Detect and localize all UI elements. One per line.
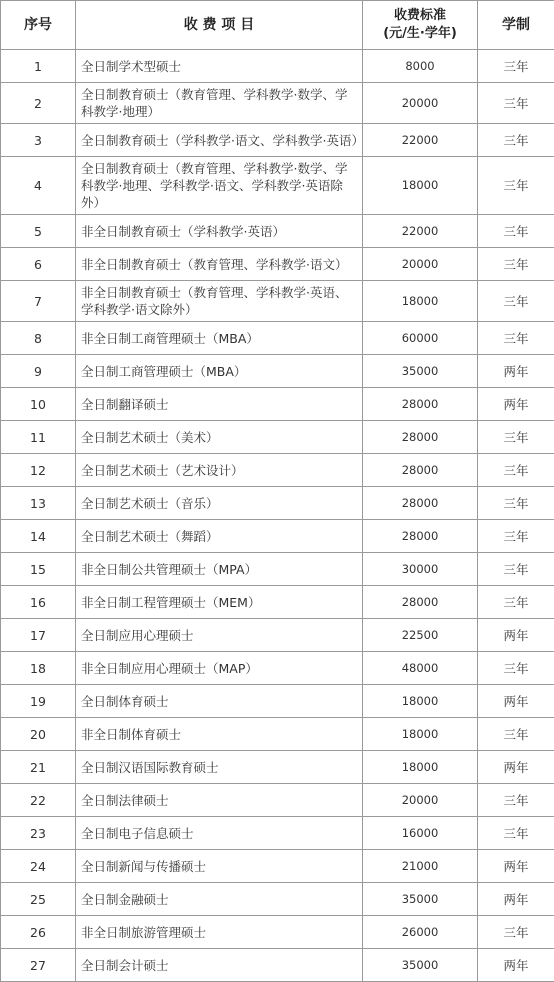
header-fee-line2: (元/生·学年) xyxy=(363,25,477,43)
table-row xyxy=(1,850,554,883)
row-years: 三年 xyxy=(478,916,554,949)
row-fee: 48000 xyxy=(363,652,478,685)
row-fee: 28000 xyxy=(363,454,478,487)
row-number: 23 xyxy=(1,817,76,850)
row-years: 三年 xyxy=(478,718,554,751)
row-number: 6 xyxy=(1,248,76,281)
row-number: 5 xyxy=(1,215,76,248)
row-fee: 20000 xyxy=(363,784,478,817)
row-fee: 20000 xyxy=(363,83,478,124)
row-item: 非全日制公共管理硕士（MPA） xyxy=(76,553,363,586)
row-fee: 35000 xyxy=(363,355,478,388)
row-fee: 35000 xyxy=(363,883,478,916)
row-item: 全日制教育硕士（教育管理、学科教学·数学、学科教学·地理、学科教学·语文、学科教学·英语除外） xyxy=(76,157,363,215)
row-number: 7 xyxy=(1,281,76,322)
row-item: 非全日制教育硕士（学科教学·英语） xyxy=(76,215,363,248)
row-number: 24 xyxy=(1,850,76,883)
table-row xyxy=(1,883,554,916)
row-years: 两年 xyxy=(478,883,554,916)
row-item: 全日制艺术硕士（舞蹈） xyxy=(76,520,363,553)
row-item: 全日制学术型硕士 xyxy=(76,50,363,83)
row-number: 3 xyxy=(1,124,76,157)
table-row xyxy=(1,784,554,817)
row-fee: 28000 xyxy=(363,586,478,619)
row-item: 全日制汉语国际教育硕士 xyxy=(76,751,363,784)
header-fee-line1: 收费标准 xyxy=(363,7,477,25)
row-item: 全日制电子信息硕士 xyxy=(76,817,363,850)
row-fee: 20000 xyxy=(363,248,478,281)
row-years: 三年 xyxy=(478,215,554,248)
row-item: 全日制教育硕士（学科教学·语文、学科教学·英语） xyxy=(76,124,363,157)
row-number: 19 xyxy=(1,685,76,718)
row-item: 非全日制应用心理硕士（MAP） xyxy=(76,652,363,685)
row-number: 26 xyxy=(1,916,76,949)
row-fee: 8000 xyxy=(363,50,478,83)
row-years: 三年 xyxy=(478,553,554,586)
row-years: 三年 xyxy=(478,454,554,487)
table-row xyxy=(1,248,554,281)
row-item: 全日制法律硕士 xyxy=(76,784,363,817)
row-fee: 22500 xyxy=(363,619,478,652)
row-item: 全日制艺术硕士（音乐） xyxy=(76,487,363,520)
row-fee: 18000 xyxy=(363,157,478,215)
row-number: 14 xyxy=(1,520,76,553)
table-row xyxy=(1,487,554,520)
header-item: 收 费 项 目 xyxy=(76,1,363,50)
row-years: 三年 xyxy=(478,281,554,322)
row-item: 非全日制体育硕士 xyxy=(76,718,363,751)
row-number: 27 xyxy=(1,949,76,982)
header-fee xyxy=(363,1,478,50)
row-years: 三年 xyxy=(478,487,554,520)
row-years: 三年 xyxy=(478,157,554,215)
row-item: 非全日制教育硕士（教育管理、学科教学·英语、学科教学·语文除外） xyxy=(76,281,363,322)
row-number: 12 xyxy=(1,454,76,487)
row-number: 8 xyxy=(1,322,76,355)
row-years: 三年 xyxy=(478,421,554,454)
row-fee: 22000 xyxy=(363,215,478,248)
table-row xyxy=(1,281,554,322)
table-row xyxy=(1,718,554,751)
row-fee: 16000 xyxy=(363,817,478,850)
row-number: 1 xyxy=(1,50,76,83)
row-fee: 18000 xyxy=(363,281,478,322)
table-row xyxy=(1,916,554,949)
row-item: 全日制翻译硕士 xyxy=(76,388,363,421)
row-fee: 35000 xyxy=(363,949,478,982)
row-years: 两年 xyxy=(478,685,554,718)
header-years: 学制 xyxy=(478,1,554,50)
table-row xyxy=(1,751,554,784)
row-number: 9 xyxy=(1,355,76,388)
row-years: 三年 xyxy=(478,652,554,685)
table-row xyxy=(1,586,554,619)
row-years: 两年 xyxy=(478,850,554,883)
row-years: 两年 xyxy=(478,388,554,421)
table-body xyxy=(1,50,554,982)
row-item: 全日制应用心理硕士 xyxy=(76,619,363,652)
row-item: 非全日制工程管理硕士（MEM） xyxy=(76,586,363,619)
table-row xyxy=(1,322,554,355)
row-number: 16 xyxy=(1,586,76,619)
table-row xyxy=(1,421,554,454)
table-row xyxy=(1,215,554,248)
row-fee: 28000 xyxy=(363,388,478,421)
row-fee: 18000 xyxy=(363,718,478,751)
row-item: 全日制新闻与传播硕士 xyxy=(76,850,363,883)
row-fee: 30000 xyxy=(363,553,478,586)
table-row xyxy=(1,83,554,124)
row-years: 三年 xyxy=(478,817,554,850)
row-fee: 21000 xyxy=(363,850,478,883)
row-item: 全日制教育硕士（教育管理、学科教学·数学、学科教学·地理） xyxy=(76,83,363,124)
row-item: 全日制会计硕士 xyxy=(76,949,363,982)
row-years: 三年 xyxy=(478,50,554,83)
row-item: 全日制工商管理硕士（MBA） xyxy=(76,355,363,388)
row-item: 非全日制工商管理硕士（MBA） xyxy=(76,322,363,355)
row-years: 两年 xyxy=(478,355,554,388)
table-row xyxy=(1,817,554,850)
row-fee: 28000 xyxy=(363,421,478,454)
row-years: 三年 xyxy=(478,520,554,553)
row-item: 全日制体育硕士 xyxy=(76,685,363,718)
header-number: 序号 xyxy=(1,1,76,50)
table-row xyxy=(1,685,554,718)
header-row xyxy=(1,1,554,50)
table-row xyxy=(1,520,554,553)
table-row xyxy=(1,652,554,685)
table-row xyxy=(1,355,554,388)
row-years: 两年 xyxy=(478,949,554,982)
row-number: 15 xyxy=(1,553,76,586)
row-fee: 28000 xyxy=(363,520,478,553)
row-fee: 22000 xyxy=(363,124,478,157)
table-row xyxy=(1,619,554,652)
row-item: 非全日制教育硕士（教育管理、学科教学·语文） xyxy=(76,248,363,281)
row-years: 三年 xyxy=(478,248,554,281)
row-fee: 28000 xyxy=(363,487,478,520)
row-years: 两年 xyxy=(478,751,554,784)
row-number: 22 xyxy=(1,784,76,817)
row-years: 三年 xyxy=(478,322,554,355)
row-item: 全日制艺术硕士（美术） xyxy=(76,421,363,454)
row-number: 4 xyxy=(1,157,76,215)
row-fee: 60000 xyxy=(363,322,478,355)
table-row xyxy=(1,124,554,157)
table-row xyxy=(1,454,554,487)
row-years: 三年 xyxy=(478,124,554,157)
row-fee: 18000 xyxy=(363,751,478,784)
row-number: 10 xyxy=(1,388,76,421)
table-row xyxy=(1,157,554,215)
row-years: 三年 xyxy=(478,586,554,619)
row-fee: 26000 xyxy=(363,916,478,949)
row-number: 2 xyxy=(1,83,76,124)
row-number: 20 xyxy=(1,718,76,751)
table-row xyxy=(1,50,554,83)
row-number: 11 xyxy=(1,421,76,454)
row-years: 三年 xyxy=(478,83,554,124)
row-item: 全日制金融硕士 xyxy=(76,883,363,916)
row-years: 三年 xyxy=(478,784,554,817)
row-item: 非全日制旅游管理硕士 xyxy=(76,916,363,949)
row-number: 13 xyxy=(1,487,76,520)
row-number: 17 xyxy=(1,619,76,652)
row-number: 18 xyxy=(1,652,76,685)
row-years: 两年 xyxy=(478,619,554,652)
table-row xyxy=(1,388,554,421)
table-row xyxy=(1,949,554,982)
table-row xyxy=(1,553,554,586)
row-item: 全日制艺术硕士（艺术设计） xyxy=(76,454,363,487)
row-number: 21 xyxy=(1,751,76,784)
row-fee: 18000 xyxy=(363,685,478,718)
row-number: 25 xyxy=(1,883,76,916)
